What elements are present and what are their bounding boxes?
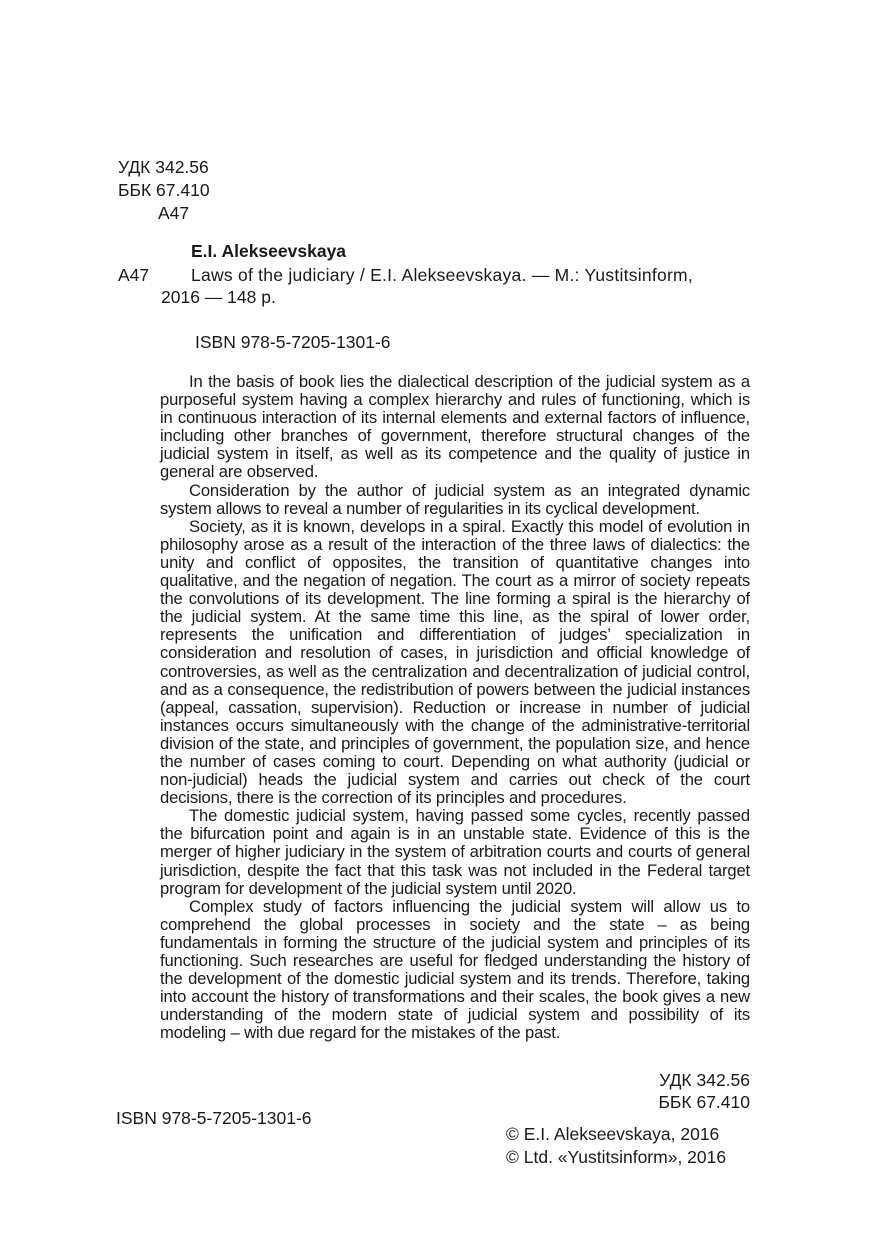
author-name: E.I. Alekseevskaya <box>191 241 347 261</box>
udk-code: УДК 342.56 <box>118 157 209 177</box>
footer-isbn: ISBN 978-5-7205-1301-6 <box>116 1108 312 1128</box>
isbn-top: ISBN 978-5-7205-1301-6 <box>195 332 391 352</box>
abstract-paragraph: Society, as it is known, develops in a spiral. Exactly this model of evolution in philosophy arose as a result of the interaction of the three laws of dialectics: the unity and conflict of opposites, the transition of quantitative changes into qualitative, and the negation of negation. The court as a mirror of society repeats the convolutions of its development. The line forming a spiral is the hierarchy of the judicial system. At the same time this line, as the spiral of lower order, represents the unification and differentiation of judges’ specialization in consideration and resolution of cases, in jurisdiction and official knowledge of controversies, as well as the centralization and decentralization of judicial control, and as a consequence, the redistribution of powers between the judicial instances (appeal, cassation, supervision). Reduction or increase in number of judicial instances occurs simultaneously with the change of the administrative-territorial division of the state, and principles of government, the population size, and hence the number of cases coming to court. Depending on what authority (judicial or non-judicial) heads the judicial system and carries out check of the court decisions, there is the correction of its principles and procedures. <box>160 516 750 808</box>
abstract-paragraph: Consideration by the author of judicial system as an integrated dynamic system allows to reveal a number of regularities in its cyclical development. <box>160 480 750 518</box>
author-mark-code: А47 <box>158 203 190 223</box>
footer-bbk-code: ББК 67.410 <box>658 1092 750 1112</box>
abstract-paragraph: The domestic judicial system, having passed some cycles, recently passed the bifurcation point and again is in an unstable state. Evidence of this is the merger of higher judiciary in the system of arbitration courts and courts of general jurisdiction, despite the fact that this task was not included in the Federal target program for development of the judicial system until 2020. <box>160 806 750 898</box>
abstract-text <box>160 373 750 1042</box>
book-title-line: Laws of the judiciary / E.I. Alekseevskaya. — M.: Yustitsinform, <box>191 265 693 285</box>
bbk-code: ББК 67.410 <box>118 180 210 200</box>
abstract-paragraph: Complex study of factors influencing the judicial system will allow us to comprehend the global processes in society and the state – as being fundamentals in forming the structure of the judicial system and principles of its functioning. Such researches are useful for fledged understanding the history of the development of the domestic judicial system and its trends. Therefore, taking into account the history of transformations and their scales, the book gives a new understanding of the modern state of judicial system and possibility of its modeling – with due regard for the mistakes of the past. <box>160 896 750 1043</box>
copyright-publisher: © Ltd. «Yustitsinform», 2016 <box>506 1147 727 1167</box>
abstract-paragraph: In the basis of book lies the dialectical description of the judicial system as a purposeful system having a complex hierarchy and rules of functioning, which is in continuous interaction of its internal elements and external factors of influence, including other branches of government, therefore structural changes of the judicial system in itself, as well as its competence and the quality of justice in general are observed. <box>160 372 750 482</box>
record-mark: A47 <box>118 265 150 285</box>
copyright-author: © E.I. Alekseevskaya, 2016 <box>506 1124 720 1144</box>
footer-udk-code: УДК 342.56 <box>659 1070 750 1090</box>
year-pages: 2016 — 148 p. <box>161 287 276 307</box>
